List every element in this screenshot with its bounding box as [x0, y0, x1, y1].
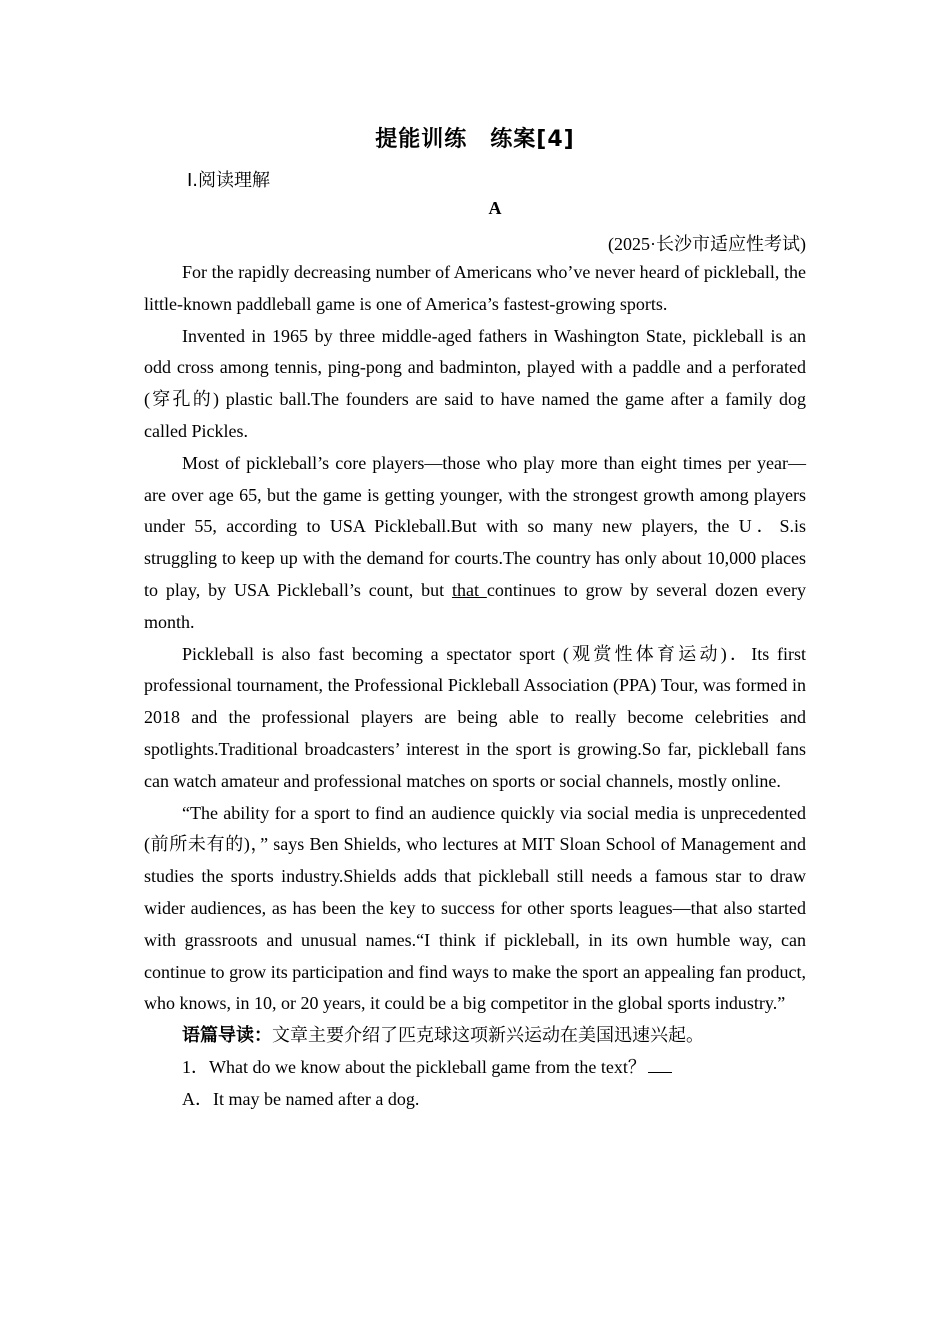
passage-heading: A	[488, 198, 502, 218]
question-1-text: 1．What do we know about the pickleball game from the text？	[182, 1056, 646, 1077]
guide-label: 语篇导读：	[182, 1025, 272, 1047]
guide-text: 文章主要介绍了匹克球这项新兴运动在美国迅速兴起。	[272, 1025, 704, 1047]
passage-guide	[144, 1020, 806, 1052]
page-title: 提能训练 练案[4]	[375, 127, 575, 152]
question-1-option-a: A．It may be named after a dog.	[182, 1088, 420, 1109]
paragraph-1: For the rapidly decreasing number of Americans who’ve never heard of pickleball, the little-known paddleball game is one of America’s fastest-growing sports.	[144, 262, 806, 314]
underlined-word: that	[451, 579, 487, 600]
source-citation: (2025·长沙市适应性考试)	[608, 234, 806, 254]
paragraph-2: Invented in 1965 by three middle-aged fathers in Washington State, pickleball is an odd cross among tennis, ping-pong and badminton, played with a paddle and a perforated (穿孔的) plastic ball.The founders are said to have named the game after a family dog called Pickles.	[144, 325, 806, 441]
paragraph-3-text-after: continues to grow by several dozen every month.	[144, 579, 806, 632]
answer-blank	[648, 1054, 672, 1073]
paragraph-4: Pickleball is also fast becoming a spectator sport (观赏性体育运动)．Its first professional tournament, the Professional Pickleball Association (PPA) Tour, was formed in 2018 and the professional players are being able to really become celebrities and spotlights.Traditional broadcasters’ interest in the sport is growing.So far, pickleball fans can watch amateur and professional matches on sports or social channels, mostly online.	[144, 643, 806, 791]
passage-body	[144, 257, 806, 1116]
question-1-stem	[144, 1052, 806, 1084]
paragraph-3	[144, 448, 806, 639]
paragraph-5: “The ability for a sport to find an audience quickly via social media is unprecedented (前所未有的)，” says Ben Shields, who lectures at MIT Sloan School of Management and studies the sports industry.Shields adds that pickleball still needs a famous star to draw wider audiences, as has been the key to success for other sports leagues—that also started with grassroots and unusual names.“I think if pickleball, in its own humble way, can continue to grow its participation and find ways to make the sport an appealing fan product, who knows, in 10, or 20 years, it could be a big competitor in the global sports industry.”	[144, 802, 806, 1014]
section-label: Ⅰ.阅读理解	[187, 170, 271, 191]
paragraph-3-text-before: Most of pickleball’s core players—those who play more than eight times per year—are over age 65, but the game is getting younger, with the strongest growth among players under 55, according to USA Pickleball.But with so many new players, the U．S.is struggling to keep up with the demand for courts.The country has only about 10,000 places to play, by USA Pickleball’s count, but	[144, 452, 806, 600]
